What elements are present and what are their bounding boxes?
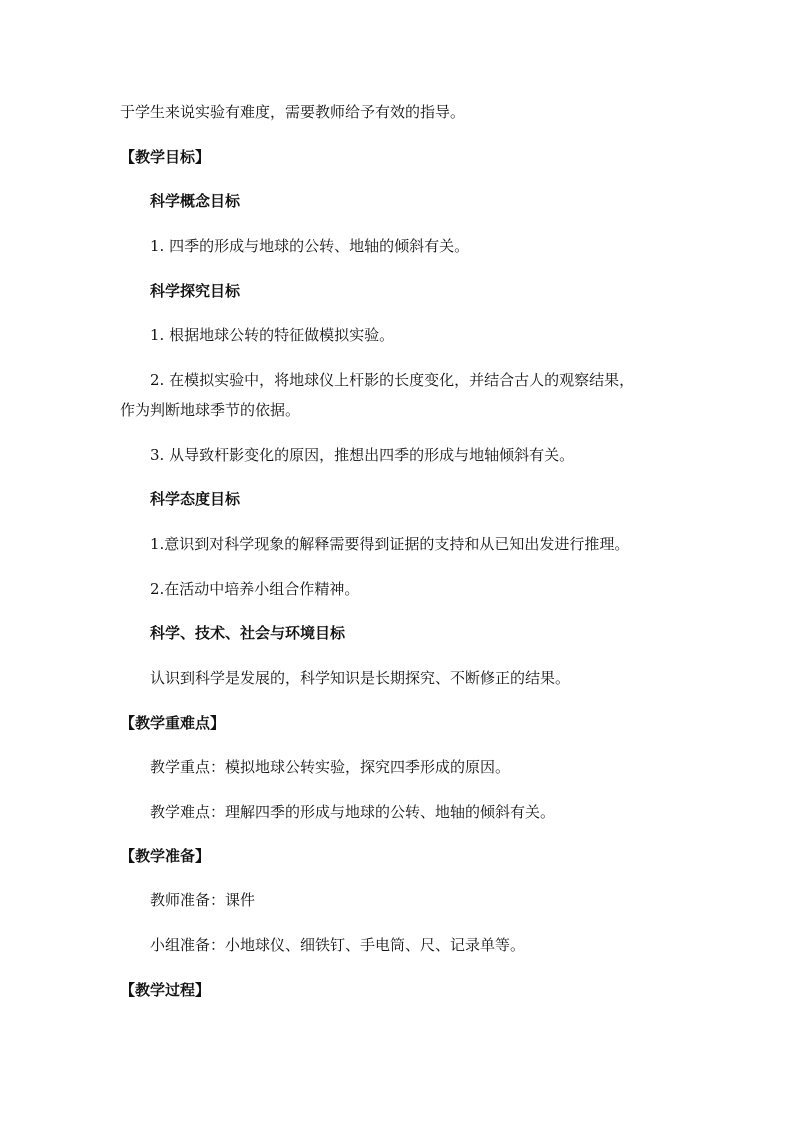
inquiry-objective-item-1: 1. 根据地球公转的特征做模拟实验。 (150, 326, 395, 344)
sts-objective-text: 认识到科学是发展的，科学知识是长期探究、不断修正的结果。 (150, 669, 571, 687)
inquiry-objective-title: 科学探究目标 (150, 282, 241, 300)
intro-continuation: 于学生来说实验有难度，需要教师给予有效的指导。 (120, 103, 466, 121)
preparation-heading: 【教学准备】 (120, 847, 211, 865)
concept-objective-item: 1. 四季的形成与地球的公转、地轴的倾斜有关。 (150, 237, 470, 255)
inquiry-objective-item-3: 3. 从导致杆影变化的原因，推想出四季的形成与地轴倾斜有关。 (150, 446, 575, 464)
group-preparation: 小组准备：小地球仪、细铁钉、手电筒、尺、记录单等。 (150, 936, 526, 954)
concept-objective-title: 科学概念目标 (150, 192, 241, 210)
teaching-difficulty: 教学难点：理解四季的形成与地球的公转、地轴的倾斜有关。 (150, 803, 556, 821)
sts-objective-title: 科学、技术、社会与环境目标 (150, 624, 346, 642)
inquiry-objective-item-2-line-1: 2. 在模拟实验中，将地球仪上杆影的长度变化，并结合古人的观察结果， (150, 371, 635, 389)
process-heading: 【教学过程】 (120, 981, 211, 999)
attitude-objective-title: 科学态度目标 (150, 490, 241, 508)
key-points-heading: 【教学重难点】 (120, 714, 226, 732)
inquiry-objective-item-2-line-2: 作为判断地球季节的依据。 (120, 401, 301, 419)
attitude-objective-item-2: 2.在活动中培养小组合作精神。 (150, 580, 360, 598)
objectives-heading: 【教学目标】 (120, 148, 211, 166)
attitude-objective-item-1: 1.意识到对科学现象的解释需要得到证据的支持和从已知出发进行推理。 (150, 535, 630, 553)
teacher-preparation: 教师准备：课件 (150, 891, 256, 909)
teaching-focus: 教学重点：模拟地球公转实验，探究四季形成的原因。 (150, 758, 511, 776)
